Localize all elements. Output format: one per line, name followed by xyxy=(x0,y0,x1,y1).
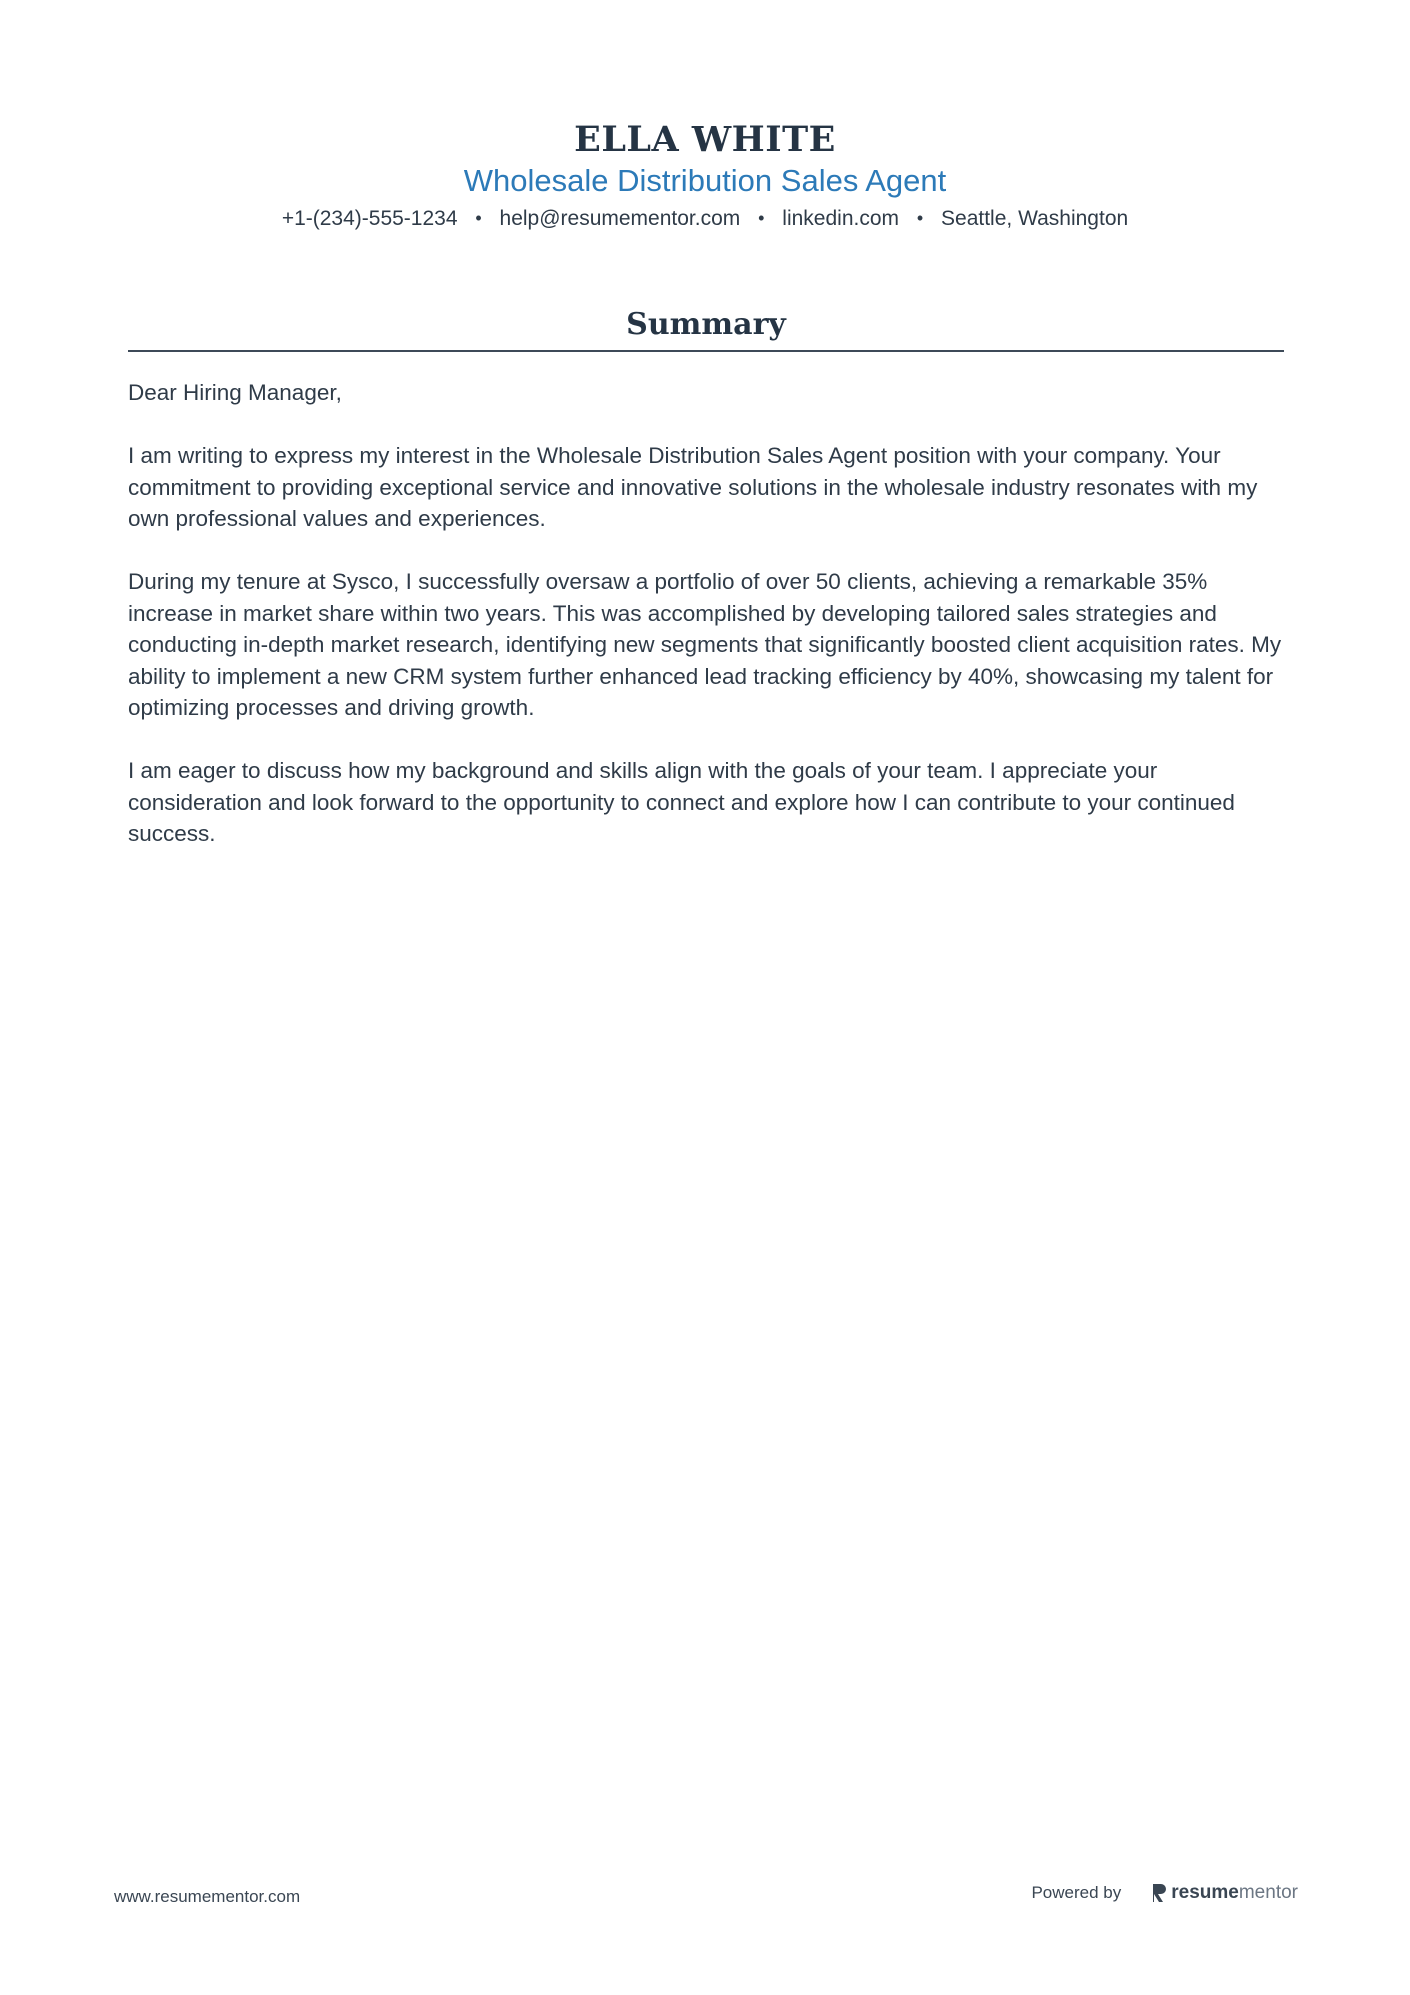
contact-location: Seattle, Washington xyxy=(941,207,1129,230)
contact-phone: +1-(234)-555-1234 xyxy=(281,207,458,230)
contact-line xyxy=(0,204,1410,233)
contact-email[interactable]: help@resumementor.com xyxy=(499,207,741,230)
brand-logo[interactable] xyxy=(1151,1882,1298,1904)
job-title: Wholesale Distribution Sales Agent xyxy=(463,163,947,198)
header xyxy=(0,118,1410,233)
contact-linkedin[interactable]: linkedin.com xyxy=(782,207,900,230)
contact-separator: • xyxy=(758,208,765,228)
salutation: Dear Hiring Manager, xyxy=(128,380,342,405)
summary-section xyxy=(128,305,1284,881)
brand-name-light: mentor xyxy=(1238,1882,1298,1903)
footer-branding xyxy=(1031,1882,1298,1904)
contact-separator: • xyxy=(475,208,482,228)
powered-by-label: Powered by xyxy=(1031,1883,1122,1902)
paragraph: I am eager to discuss how my background and skills align with the goals of your team. I appreciate your consideration and look forward to the opportunity to connect and explore how I can contribute to your continued success. xyxy=(128,758,1235,846)
paragraph: During my tenure at Sysco, I successfully oversaw a portfolio of over 50 clients, achieving a remarkable 35% increase in market share within two years. This was accomplished by developing tailored sales strategies and conducting in-depth market research, identifying new segments that significantly boosted client acquisition rates. My ability to implement a new CRM system further enhanced lead tracking efficiency by 40%, showcasing my talent for optimizing processes and driving growth. xyxy=(128,569,1282,720)
letter-body xyxy=(128,377,1284,850)
candidate-name: ELLA WHITE xyxy=(574,119,836,160)
paragraph: I am writing to express my interest in the Wholesale Distribution Sales Agent position with your company. Your commitment to providing exceptional service and innovative solutions in the wholesale industry resonates with my own professional values and experiences. xyxy=(128,443,1258,531)
resumementor-logo-icon xyxy=(1151,1883,1167,1903)
contact-separator: • xyxy=(916,208,924,228)
brand-name-strong: resume xyxy=(1171,1882,1239,1903)
section-title: Summary xyxy=(128,305,1284,352)
footer-website[interactable]: www.resumementor.com xyxy=(114,1887,301,1906)
